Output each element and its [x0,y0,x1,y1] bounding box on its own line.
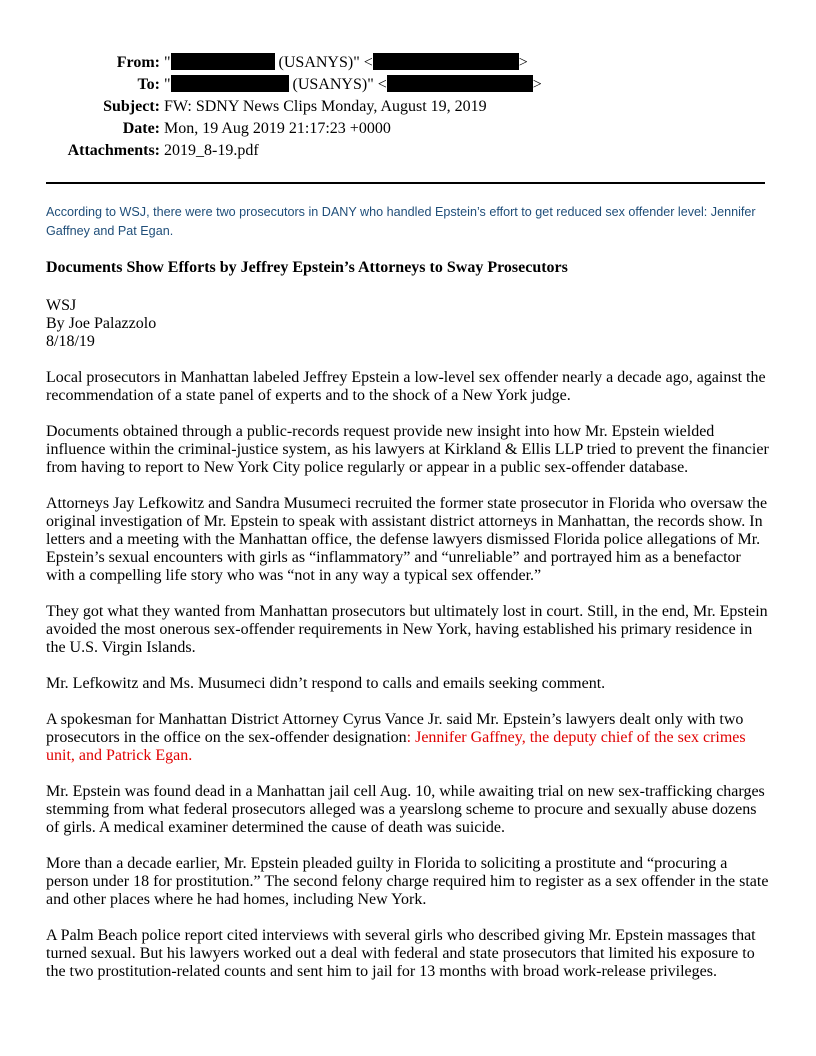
attachments-label: Attachments: [67,142,160,159]
redaction-block [373,53,519,70]
article-author: By Joe Palazzolo [46,315,157,332]
attachments-row [0,140,816,162]
subject-label: Subject: [103,98,160,115]
article-headline: Documents Show Efforts by Jeffrey Epstein’s Attorneys to Sway Prosecutors [46,259,568,276]
paragraph: Local prosecutors in Manhattan labeled Jeffrey Epstein a low-level sex offender nearly a decade ago, against the recommendation of a state panel of experts and to the shock of a New York judge. [46,369,766,404]
to-row [0,74,816,96]
email-header [0,52,816,162]
date-label: Date: [122,120,160,137]
from-label: From: [116,54,160,71]
header-divider [46,182,765,184]
paragraph: They got what they wanted from Manhattan prosecutors but ultimately lost in court. Still, in the end, Mr. Epstein avoided the most onerous sex-offender requirements in New York, having established his primary residence in the U.S. Virgin Islands. [46,603,768,656]
paragraph: A Palm Beach police report cited interviews with several girls who described giving Mr. Epstein massages that turned sexual. But his lawyers worked out a deal with federal and state prosecutors that limited his exposure to the two prostitution-related counts and sent him to jail for 13 months with broad work-release privileges. [46,927,756,980]
redaction-block [171,53,275,70]
article-source: WSJ [46,297,77,314]
article-date: 8/18/19 [46,333,95,350]
subject-value: FW: SDNY News Clips Monday, August 19, 2019 [164,98,487,115]
to-value: " (USANYS)" < > [164,76,542,93]
attachment-link[interactable]: 2019_8-19.pdf [164,142,259,159]
highlighted-text: : Jennifer Gaffney, the deputy chief of the sex crimes unit, and Patrick Egan. [46,729,746,764]
from-value: " (USANYS)" < > [164,54,528,71]
from-row [0,52,816,74]
paragraph: Documents obtained through a public-records request provide new insight into how Mr. Epstein wielded influence within the criminal-justice system, as his lawyers at Kirkland & Ellis LLP tried to prevent the financier from having to report to New York City police regularly or appear in a public sex-offender database. [46,423,769,476]
paragraph: Mr. Lefkowitz and Ms. Musumeci didn’t respond to calls and emails seeking comment. [46,675,606,692]
date-row [0,118,816,140]
to-label: To: [137,76,160,93]
subject-row [0,96,816,118]
paragraph: More than a decade earlier, Mr. Epstein pleaded guilty in Florida to soliciting a prostitute and “procuring a person under 18 for prostitution.” The second felony charge required him to register as a sex offender in the state and other places where he had homes, including New York. [46,855,769,908]
redaction-block [387,75,533,92]
forward-note: According to WSJ, there were two prosecutors in DANY who handled Epstein’s effort to get reduced sex offender level: Jennifer Gaffney and Pat Egan. [46,205,756,238]
article-body [46,258,770,981]
paragraph [46,711,770,765]
paragraph: Attorneys Jay Lefkowitz and Sandra Musumeci recruited the former state prosecutor in Florida who oversaw the original investigation of Mr. Epstein to speak with assistant district attorneys in Manhattan, the records show. In letters and a meeting with the Manhattan office, the defense lawyers dismissed Florida police allegations of Mr. Epstein’s sexual encounters with girls as “inflammatory” and “unreliable” and portrayed him as a benefactor with a compelling life story who was “not in any way a typical sex offender.” [46,495,768,584]
redaction-block [171,75,289,92]
paragraph: Mr. Epstein was found dead in a Manhattan jail cell Aug. 10, while awaiting trial on new sex-trafficking charges stemming from what federal prosecutors alleged was a yearslong scheme to procure and sexually abuse dozens of girls. A medical examiner determined the cause of death was suicide. [46,783,765,836]
article-byline [46,297,770,351]
date-value: Mon, 19 Aug 2019 21:17:23 +0000 [164,120,391,137]
paragraph-text: A spokesman for Manhattan District Attorney Cyrus Vance Jr. said Mr. Epstein’s lawyers dealt only with two prosecutors in the office on the sex-offender designation [46,711,744,746]
